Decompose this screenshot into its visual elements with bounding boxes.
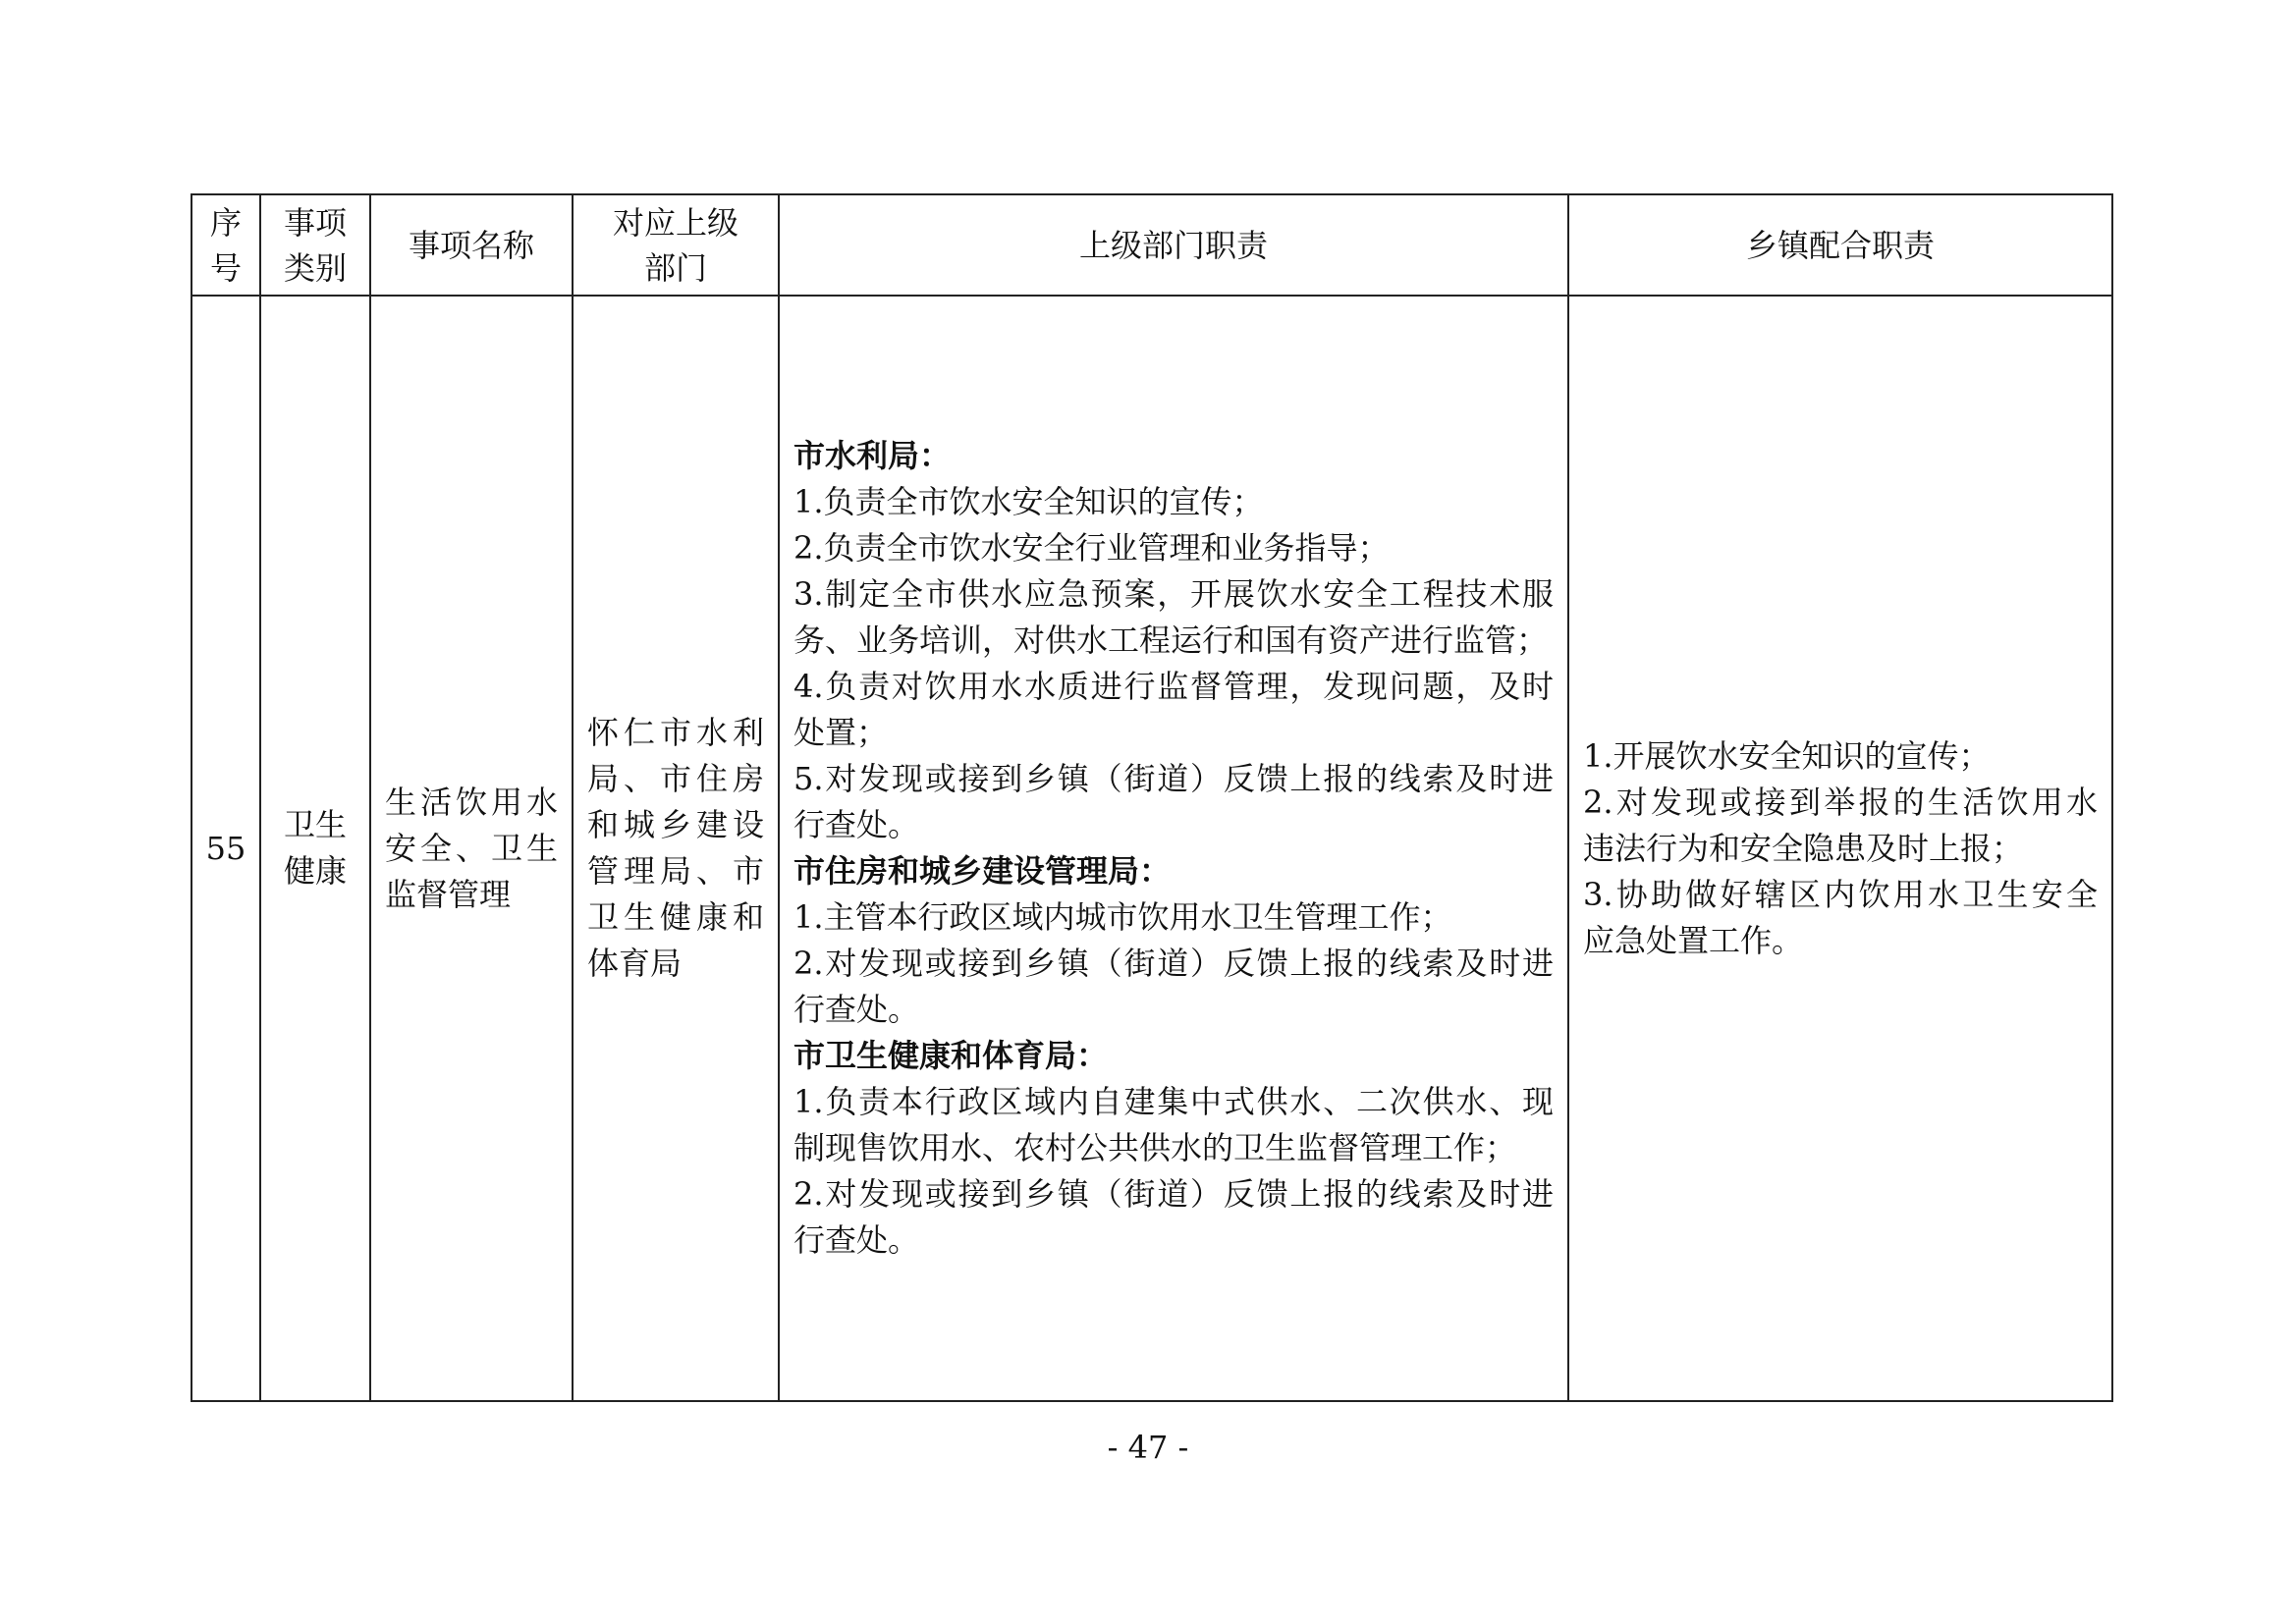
row-seq: 55 [191, 296, 260, 1401]
duty-item: 务、业务培训，对供水工程运行和国有资产进行监管； [793, 622, 1549, 659]
header-duty-line: 上级部门职责 [1078, 226, 1268, 264]
row-category [260, 296, 370, 1401]
row-name-line: 监督管理 [385, 875, 512, 913]
coop-line: 违法行为和安全隐患及时上报； [1583, 829, 2024, 867]
row-dept-line: 体育局 [587, 945, 683, 982]
header-coop [1568, 194, 2112, 296]
duty-item: 2.负责全市饮水安全行业管理和业务指导； [793, 529, 1390, 567]
row-category-line: 卫生 [283, 806, 347, 843]
duty-table [191, 193, 2113, 1402]
row-duties [779, 296, 1568, 1401]
header-name [370, 194, 573, 296]
header-category-line: 事项 [283, 203, 347, 242]
coop-line: 3.协助做好辖区内饮用水卫生安全 [1583, 875, 2098, 913]
duty-item: 1.主管本行政区域内城市饮用水卫生管理工作； [793, 898, 1452, 936]
row-dept-line: 和城乡建设 [587, 806, 764, 843]
header-seq-line: 号 [209, 248, 242, 287]
row-coop [1568, 296, 2112, 1401]
duty-dept-housing: 市住房和城乡建设管理局： [793, 852, 1172, 890]
header-name-line: 事项名称 [408, 226, 534, 264]
row-category-line: 健康 [283, 852, 347, 890]
row-dept [573, 296, 779, 1401]
duty-item: 行查处。 [793, 1221, 920, 1259]
row-dept-line: 卫生健康和 [587, 898, 764, 936]
coop-line: 应急处置工作。 [1583, 921, 1804, 959]
duty-item: 制现售饮用水、农村公共供水的卫生监督管理工作； [793, 1129, 1517, 1166]
duty-item: 2.对发现或接到乡镇（街道）反馈上报的线索及时进 [793, 945, 1554, 982]
header-category [260, 194, 370, 296]
header-row [191, 194, 2112, 296]
header-duty [779, 194, 1568, 296]
coop-line: 2.对发现或接到举报的生活饮用水 [1583, 783, 2098, 821]
row-dept-line: 怀仁市水利 [587, 714, 764, 751]
duty-item: 处置； [793, 714, 889, 751]
header-dept-line: 对应上级 [612, 203, 738, 242]
row-item-name [370, 296, 573, 1401]
row-name-line: 安全、卫生 [385, 829, 558, 867]
duty-item: 行查处。 [793, 991, 920, 1028]
header-dept [573, 194, 779, 296]
duty-item: 行查处。 [793, 806, 920, 843]
row-name-line: 生活饮用水 [385, 783, 558, 821]
duty-item: 5.对发现或接到乡镇（街道）反馈上报的线索及时进 [793, 760, 1554, 797]
duty-item: 4.负责对饮用水水质进行监督管理，发现问题，及时 [793, 668, 1554, 705]
header-dept-line: 部门 [643, 248, 707, 287]
header-seq-line: 序 [209, 203, 242, 242]
duty-dept-water: 市水利局： [793, 437, 952, 474]
page-number: - 47 - [1107, 1429, 1189, 1466]
table-row [191, 296, 2112, 1401]
header-coop-line: 乡镇配合职责 [1745, 226, 1935, 264]
duty-item: 2.对发现或接到乡镇（街道）反馈上报的线索及时进 [793, 1175, 1554, 1213]
header-category-line: 类别 [283, 248, 347, 287]
duty-item: 1.负责本行政区域内自建集中式供水、二次供水、现 [793, 1083, 1554, 1120]
duty-dept-health: 市卫生健康和体育局： [793, 1037, 1109, 1074]
coop-line: 1.开展饮水安全知识的宣传； [1583, 736, 1991, 775]
row-dept-line: 管理局、市 [587, 852, 764, 890]
header-seq [191, 194, 260, 296]
duty-item: 3.制定全市供水应急预案，开展饮水安全工程技术服 [793, 575, 1554, 613]
duty-item: 1.负责全市饮水安全知识的宣传； [793, 483, 1264, 520]
row-dept-line: 局、市住房 [587, 760, 764, 797]
